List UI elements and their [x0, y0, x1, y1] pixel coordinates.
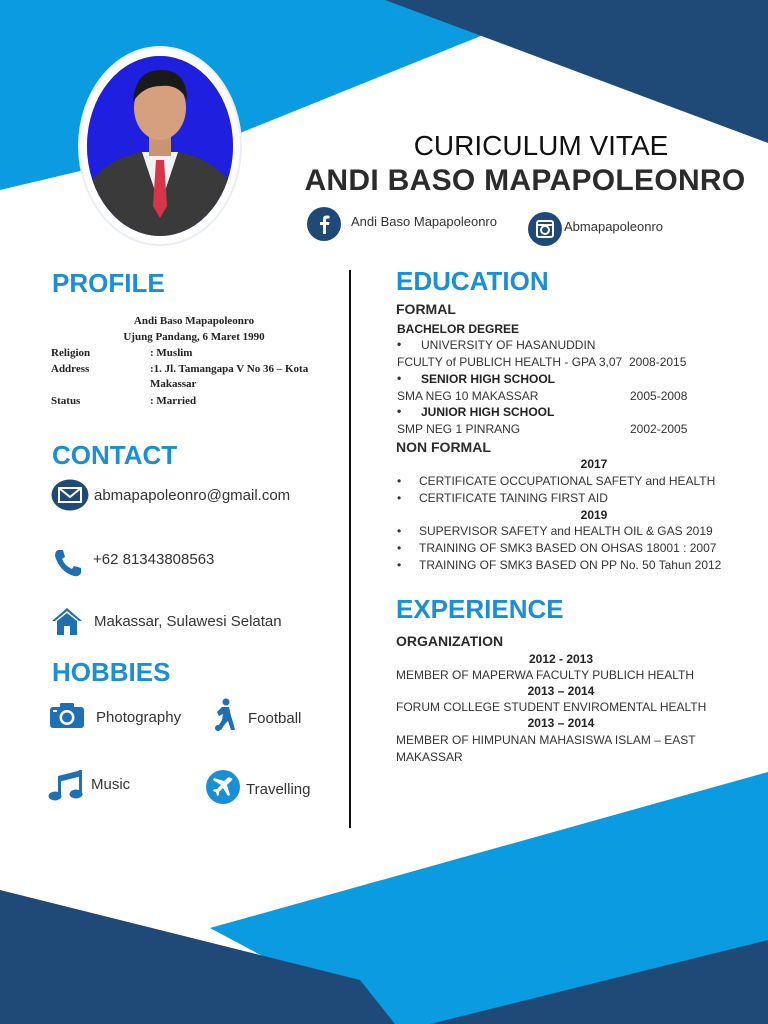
faculty-years: 2008-2015 [629, 355, 687, 369]
document-title: CURICULUM VITAE [413, 130, 669, 161]
airplane-icon [206, 770, 240, 804]
certificate-5: TRAINING OF SMK3 BASED ON PP No. 50 Tahun 2012 [419, 558, 722, 572]
email-icon[interactable] [51, 479, 89, 511]
university-name: UNIVERSITY OF HASANUDDIN [421, 338, 596, 352]
phone-text[interactable]: +62 81343808563 [93, 551, 215, 568]
camera-icon [49, 701, 85, 729]
hobby-photography: Photography [96, 709, 182, 726]
bullet: • [397, 371, 402, 385]
hobby-music: Music [91, 776, 131, 793]
music-note-icon [47, 768, 85, 802]
certificate-1: CERTIFICATE OCCUPATIONAL SAFETY and HEALTH [419, 474, 716, 488]
junior-high-years: 2002-2005 [630, 422, 688, 436]
status-value: : Married [150, 395, 197, 407]
org-year-3: 2013 – 2014 [527, 716, 595, 730]
bullet: • [397, 474, 402, 488]
instagram-icon[interactable] [528, 212, 562, 246]
religion-value: : Muslim [150, 347, 193, 359]
org-3-line2: MAKASSAR [396, 750, 463, 764]
bullet: • [397, 541, 402, 555]
person-name: ANDI BASO MAPAPOLEONRO [304, 164, 746, 197]
hobby-football: Football [248, 710, 302, 727]
address-line1: :1. Jl. Tamangapa V No 36 – Kota [150, 363, 309, 375]
email-text[interactable]: abmapapoleonro@gmail.com [94, 487, 291, 504]
home-icon [50, 606, 84, 636]
address-label: Address [51, 363, 90, 375]
org-2: FORUM COLLEGE STUDENT ENVIROMENTAL HEALTH [396, 700, 707, 714]
facebook-icon[interactable] [307, 207, 341, 241]
bullet: • [397, 337, 402, 351]
org-year-2: 2013 – 2014 [527, 684, 595, 698]
location-text: Makassar, Sulawesi Selatan [94, 613, 282, 630]
org-3-line1: MEMBER OF HIMPUNAN MAHASISWA ISLAM – EAST [396, 733, 696, 747]
year-2017: 2017 [580, 457, 608, 471]
hobbies-heading: HOBBIES [52, 657, 171, 687]
certificate-3: SUPERVISOR SAFETY and HEALTH OIL & GAS 2019 [419, 524, 713, 538]
hobby-travelling: Travelling [246, 781, 311, 798]
profile-name: Andi Baso Mapapoleonro [133, 315, 255, 327]
bachelor-label: BACHELOR DEGREE [397, 322, 520, 336]
instagram-handle[interactable]: Abmapapoleonro [564, 219, 664, 234]
junior-high-label: JUNIOR HIGH SCHOOL [421, 405, 555, 419]
profile-heading: PROFILE [52, 268, 165, 298]
football-player-icon [213, 698, 237, 732]
profile-photo [87, 56, 233, 236]
year-2019: 2019 [580, 508, 608, 522]
contact-heading: CONTACT [52, 440, 178, 470]
non-formal-label: NON FORMAL [396, 439, 491, 455]
education-heading: EDUCATION [396, 266, 549, 296]
religion-label: Religion [51, 347, 91, 359]
formal-label: FORMAL [396, 301, 456, 317]
profile-photo-frame [80, 48, 240, 244]
certificate-2: CERTIFICATE TAINING FIRST AID [419, 491, 608, 505]
status-label: Status [51, 395, 81, 407]
senior-high-school: SMA NEG 10 MAKASSAR [397, 389, 539, 403]
senior-high-years: 2005-2008 [630, 389, 688, 403]
facebook-handle[interactable]: Andi Baso Mapapoleonro [351, 214, 497, 229]
bullet: • [397, 404, 402, 418]
experience-heading: EXPERIENCE [396, 594, 564, 624]
person-avatar-icon [87, 56, 233, 236]
bullet: • [397, 558, 402, 572]
bullet: • [397, 524, 402, 538]
junior-high-school: SMP NEG 1 PINRANG [397, 422, 521, 436]
bullet: • [397, 491, 402, 505]
faculty-name: FCULTY of PUBLICH HEALTH - GPA 3,07 [397, 355, 623, 369]
certificate-4: TRAINING OF SMK3 BASED ON OHSAS 18001 : 2007 [419, 541, 717, 555]
address-line2: Makassar [150, 378, 197, 390]
org-year-1: 2012 - 2013 [528, 652, 594, 666]
profile-birth: Ujung Pandang, 6 Maret 1990 [123, 331, 265, 343]
phone-icon[interactable] [52, 547, 84, 579]
senior-high-label: SENIOR HIGH SCHOOL [421, 372, 556, 386]
org-1: MEMBER OF MAPERWA FACULTY PUBLICH HEALTH [396, 668, 695, 682]
organization-label: ORGANIZATION [396, 633, 504, 649]
